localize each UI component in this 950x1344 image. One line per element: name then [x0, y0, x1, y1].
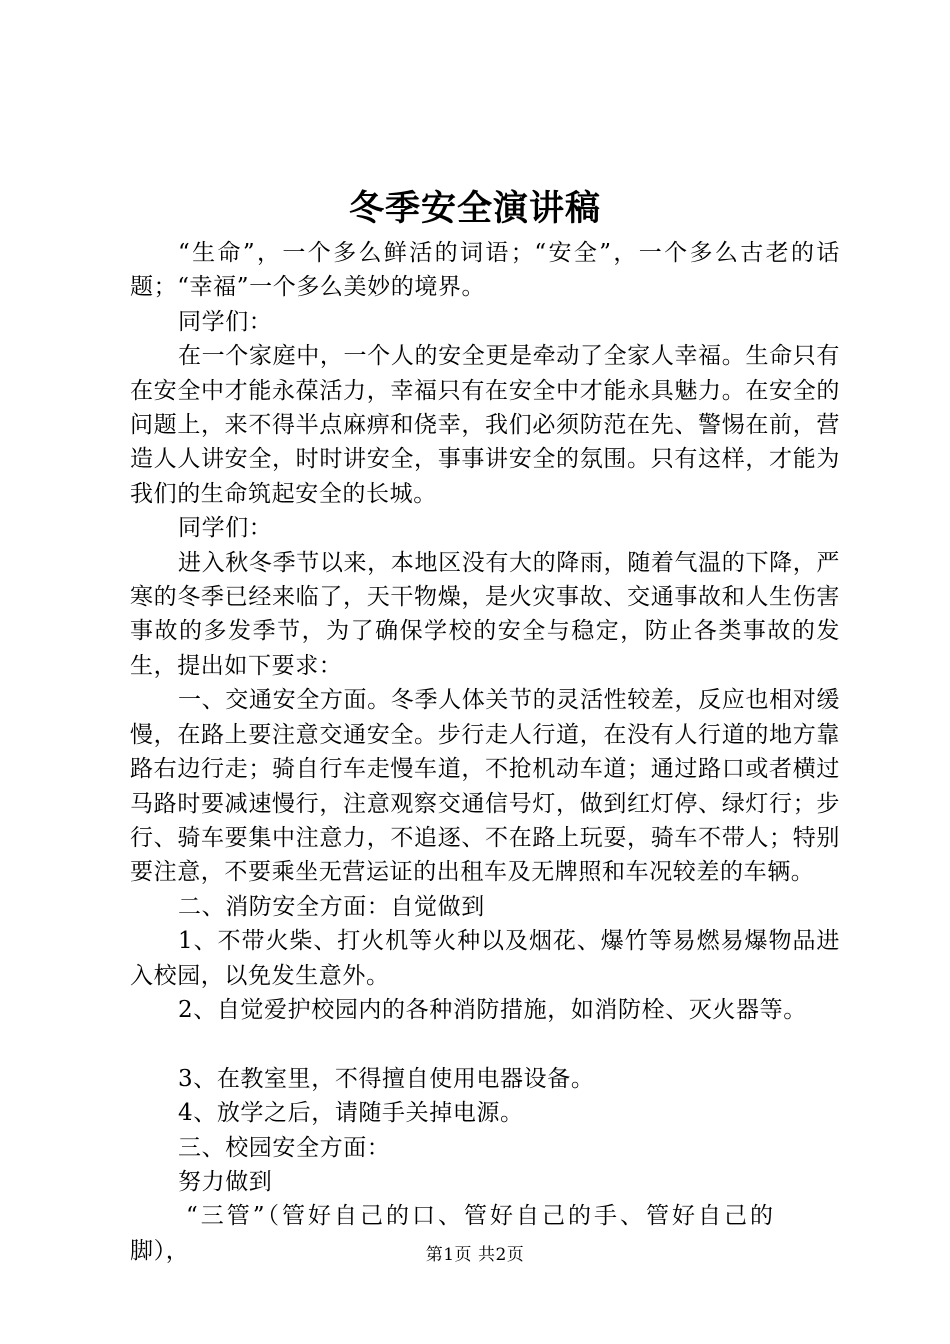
- paragraph-fire-item-2: 2、自觉爱护校园内的各种消防措施，如消防栓、灭火器等。: [178, 996, 807, 1023]
- paragraph-fire-safety-heading: 二、消防安全方面：自觉做到: [178, 893, 485, 920]
- paragraph-fire-item-3: 3、在教室里，不得擅自使用电器设备。: [178, 1065, 595, 1092]
- paragraph-fire-item-4: 4、放学之后，请随手关掉电源。: [178, 1100, 524, 1127]
- paragraph-intro: “生命”，一个多么鲜活的词语；“安全”，一个多么古老的话题；“幸福”一个多么美妙的境界。: [130, 240, 840, 301]
- blank-line: [130, 1027, 840, 1061]
- paragraph-campus-effort: 努力做到: [178, 1168, 273, 1195]
- document-title: 冬季安全演讲稿: [348, 188, 601, 229]
- paragraph-winter-season: 进入秋冬季节以来，本地区没有大的降雨，随着气温的下降，严寒的冬季已经来临了，天干物燥，是火灾事故、交通事故和人生伤害事故的多发季节，为了确保学校的安全与稳定，防止各类事故的发生，提出如下要求：: [130, 549, 840, 679]
- paragraph-greeting: 同学们：: [178, 308, 273, 335]
- paragraph-family-safety: 在一个家庭中，一个人的安全更是牵动了全家人幸福。生命只有在安全中才能永葆活力，幸福只有在安全中才能永具魅力。在安全的问题上，来不得半点麻痹和侥幸，我们必须防范在先、警惕在前，营造人人讲安全，时时讲安全，事事讲安全的氛围。只有这样，才能为我们的生命筑起安全的长城。: [130, 343, 840, 507]
- paragraph-traffic-safety: 一、交通安全方面。冬季人体关节的灵活性较差，反应也相对缓慢，在路上要注意交通安全。步行走人行道，在没有人行道的地方靠路右边行走；骑自行车走慢车道，不抢机动车道；通过路口或者横过马路时要减速慢行，注意观察交通信号灯，做到红灯停、绿灯行；步行、骑车要集中注意力，不追逐、不在路上玩耍，骑车不带人；特别要注意，不要乘坐无营运证的出租车及无牌照和车况较差的车辆。: [130, 687, 840, 886]
- paragraph-three-manage-cont: 脚），: [130, 1237, 190, 1264]
- paragraph-greeting-2: 同学们：: [178, 515, 273, 542]
- page-footer: 第1页 共2页: [425, 1245, 525, 1265]
- paragraph-three-manage: “三管”（管好自己的口、管好自己的手、管好自己的: [186, 1203, 777, 1230]
- document-body: [130, 236, 840, 1268]
- paragraph-fire-item-1: 1、不带火柴、打火机等火种以及烟花、爆竹等易燃易爆物品进入校园，以免发生意外。: [130, 928, 840, 989]
- paragraph-campus-safety-heading: 三、校园安全方面：: [178, 1134, 391, 1161]
